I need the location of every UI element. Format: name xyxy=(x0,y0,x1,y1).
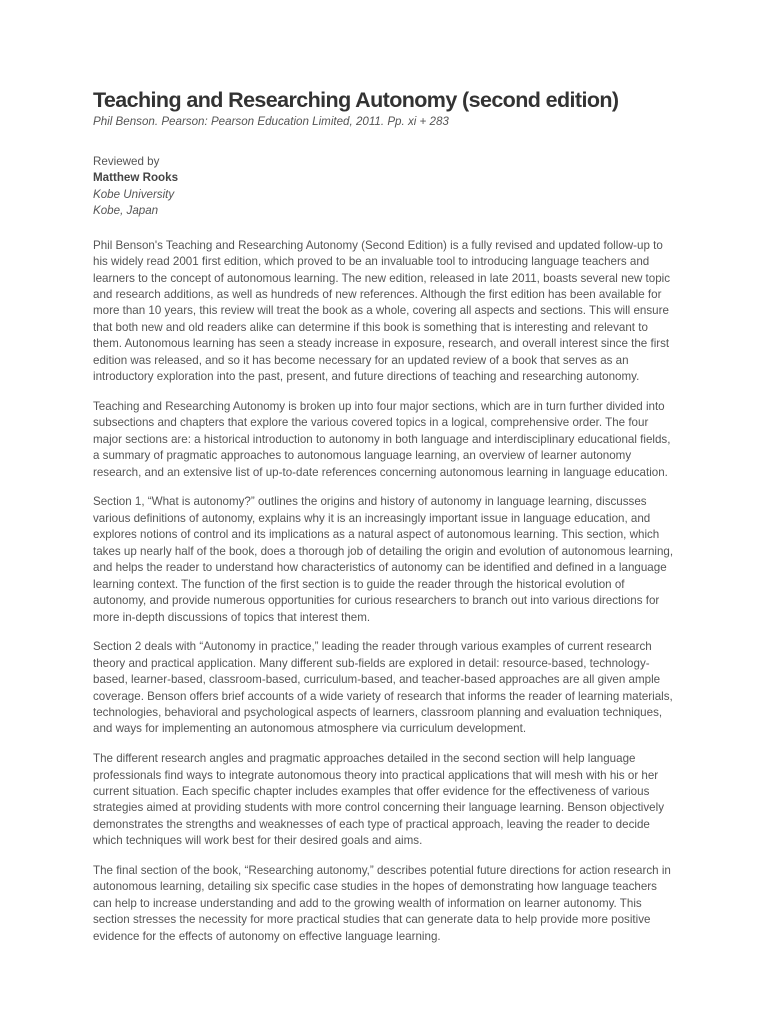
reviewer-name: Matthew Rooks xyxy=(93,171,179,185)
body-paragraph: Section 1, “What is autonomy?” outlines the origins and history of autonomy in language learning, discusses various definitions of autonomy, explains why it is an increasingly important issue in language education, and explores notions of control and its implications as a natural aspect of autonomous learning. This section, which takes up nearly half of the book, does a thorough job of detailing the origin and evolution of autonomous learning, and helps the reader to understand how characteristics of autonomy can be identified and defined in a language learning context. The function of the first section is to guide the reader through the historical evolution of autonomy, and provide numerous opportunities for curious researchers to branch out into various directions for more in-depth discussions of topics that interest them. xyxy=(93,495,674,624)
reviewer-block xyxy=(93,154,677,220)
body-paragraph: Teaching and Researching Autonomy is broken up into four major sections, which are in turn further divided into subsections and chapters that explore the various covered topics in a logical, comprehensive order. The four major sections are: a historical introduction to autonomy in both language and interdisciplinary educational fields, a summary of pragmatic approaches to autonomous language learning, an overview of learner autonomy research, and an extensive list of up-to-date references concerning autonomous learning in language education. xyxy=(93,399,671,479)
review-page xyxy=(93,86,677,958)
body-paragraph: The different research angles and pragmatic approaches detailed in the second section will help language professionals find ways to integrate autonomous theory into practical applications that will mesh with his or her current situation. Each specific chapter includes examples that offer evidence for the effectiveness of various strategies aimed at providing students with more control concerning their language learning. Benson objectively demonstrates the strengths and weaknesses of each type of practical approach, leaving the reader to decide which techniques will work best for their desired goals and aims. xyxy=(93,752,664,848)
reviewer-location: Kobe, Japan xyxy=(93,204,159,218)
reviewed-by-label: Reviewed by xyxy=(93,155,160,168)
body-paragraph: Section 2 deals with “Autonomy in practice,” leading the reader through various examples of current research theory and practical application. Many different sub-fields are explored in detail: resource-based, technology-based, learner-based, classroom-based, curriculum-based, and teacher-based approaches are all given ample coverage. Benson offers brief accounts of a wide variety of research that informs the reader of learning materials, technologies, behavioral and psychological aspects of learners, classroom planning and evaluation techniques, and ways for implementing an autonomous atmosphere via curriculum development. xyxy=(93,640,673,736)
reviewer-institution: Kobe University xyxy=(93,187,175,201)
body-paragraph: The final section of the book, “Researching autonomy,” describes potential future directions for action research in autonomous learning, detailing six specific case studies in the hopes of demonstrating how language teachers can help to increase understanding and add to the growing wealth of information on learner autonomy. This section stresses the necessity for more practical studies that can generate data to help provide more positive evidence for the effects of autonomy on effective language learning. xyxy=(93,863,671,943)
article-title: Teaching and Researching Autonomy (second edition) xyxy=(93,88,619,112)
body-paragraph: Phil Benson's Teaching and Researching Autonomy (Second Edition) is a fully revised and updated follow-up to his widely read 2001 first edition, which proved to be an invaluable tool to introducing language teachers and learners to the concept of autonomous learning. The new edition, released in late 2011, boasts several new topic and research additions, as well as hundreds of new references. Although the first edition has been available for more than 10 years, this review will treat the book as a whole, covering all aspects and sections. This will ensure that both new and old readers alike can determine if this book is something that is interesting and relevant to them. Autonomous learning has seen a steady increase in exposure, research, and overall interest since the first edition was released, and so it has become necessary for an updated review of a book that serves as an introductory exploration into the past, present, and future directions of teaching and researching autonomy. xyxy=(93,238,671,384)
book-citation: Phil Benson. Pearson: Pearson Education Limited, 2011. Pp. xi + 283 xyxy=(93,115,449,128)
